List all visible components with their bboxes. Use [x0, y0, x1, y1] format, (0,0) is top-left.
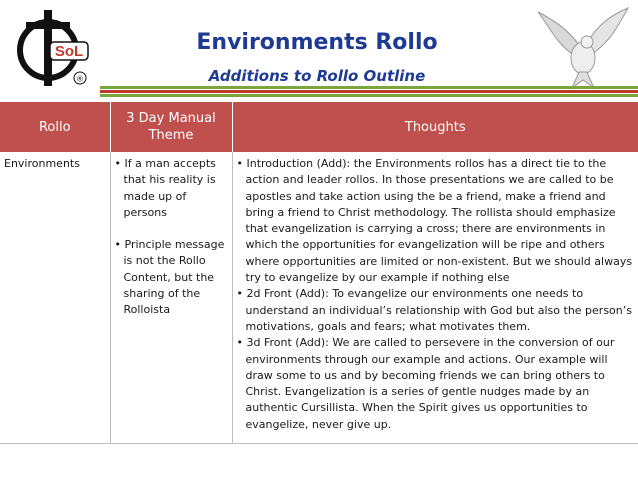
- list-item: • 3d Front (Add): We are called to persevere in the conversion of our environments through our example and actions. Our example will draw some to us and by becoming friends we can bring others to Christ. Evangelization is a series of gentle nudges made by an authentic Cursillista. When the Spirit gives us opportunities to evangelize, never give up.: [237, 335, 635, 433]
- logo: [10, 6, 92, 88]
- column-header-thoughts: Thoughts: [232, 102, 638, 152]
- dove-icon: [532, 2, 632, 90]
- cross-circle-logo-icon: [10, 6, 92, 88]
- divider-stripe: [100, 90, 638, 93]
- slide-header: [0, 0, 638, 96]
- column-header-rollo: Rollo: [0, 102, 110, 152]
- theme-cell: [110, 152, 232, 444]
- rollo-table: [0, 102, 638, 444]
- logo-text: SoL: [54, 43, 84, 60]
- registered-mark: ®: [77, 74, 83, 84]
- list-item: • Introduction (Add): the Environments rollos has a direct tie to the action and leader rollos. In those presentations we are called to be apostles and take action using the be a friend, make a friend and bring a friend to Christ methodology. The rollista should emphasize that evangelization is carrying a cross; there are environments in which the opportunities for evangelization will be ripe and others where opportunities are limited or non-existent. But we should always try to evangelize by our example if nothing else: [237, 156, 635, 286]
- table-header-row: [0, 102, 638, 152]
- dove-image: [532, 2, 632, 90]
- page-subtitle: Additions to Rollo Outline: [208, 67, 426, 85]
- divider-stripe: [100, 94, 638, 97]
- thoughts-list: [237, 156, 635, 433]
- page-title: Environments Rollo: [196, 30, 438, 55]
- theme-list: [115, 156, 228, 319]
- list-item: • If a man accepts that his reality is made up of persons: [115, 156, 228, 221]
- column-header-theme: 3 Day Manual Theme: [110, 102, 232, 152]
- rollo-cell: Environments: [0, 152, 110, 444]
- table-row: [0, 152, 638, 444]
- list-item: • Principle message is not the Rollo Content, but the sharing of the Rolloista: [115, 237, 228, 318]
- divider-stripe: [100, 86, 638, 89]
- list-item: • 2d Front (Add): To evangelize our environments one needs to understand an individual’s relationship with God but also the person’s motivations, goals and fears; what motivates them.: [237, 286, 635, 335]
- thoughts-cell: [232, 152, 638, 444]
